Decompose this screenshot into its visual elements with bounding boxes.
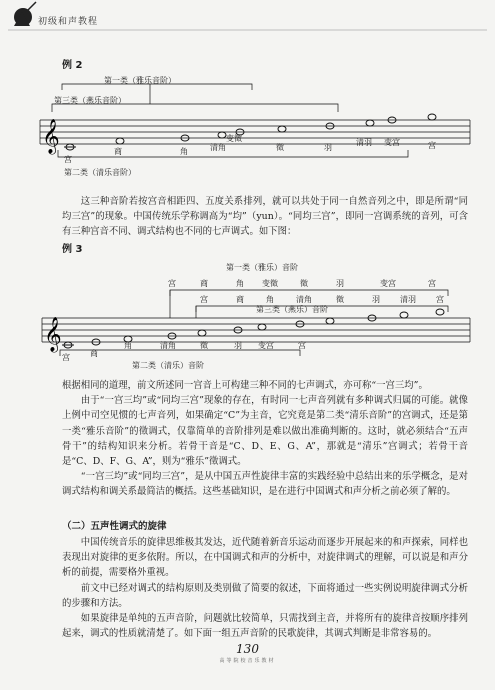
ex2-note-label: 变徵 (226, 134, 242, 143)
ex3-row2-label: 宫 (200, 295, 208, 304)
ex3-row2-label: 清羽 (400, 295, 416, 304)
page-number: 130 (236, 642, 259, 656)
ex3-row1-label: 变宫 (380, 279, 396, 288)
logo-area (10, 4, 36, 30)
ex3-row1-label: 角 (236, 279, 244, 288)
ex2-note-label: 徵 (276, 143, 284, 152)
ex3-row3-label: 徵 (200, 341, 208, 350)
running-header: 初级和声教程 (38, 17, 99, 27)
ex3-row2-label: 徵 (336, 295, 344, 304)
ex3-row3-label: 宫 (62, 353, 70, 362)
ex3-row1-label: 宫 (168, 279, 176, 288)
ex3-row1-label: 变徵 (262, 279, 278, 288)
ex2-note-label: 商 (114, 147, 122, 156)
ex3-row2-label: 羽 (372, 295, 380, 304)
ex3-row1-label: 商 (200, 279, 208, 288)
ex3-row3-label: 羽 (234, 341, 242, 350)
example3-staff (42, 318, 470, 342)
ex3-row3-label: 角 (124, 341, 132, 350)
ex3-row3-label: 变宫 (258, 341, 274, 350)
ex3-row2-label: 清角 (296, 295, 312, 304)
ex3-row2-label: 宫 (436, 295, 444, 304)
example2-class1: 第一类（雅乐音阶） (104, 76, 176, 85)
paragraph-1: 这三种音阶若按宫音相距四、五度关系排列，就可以共处于同一自然音列之中，即是所谓“同均三宫”的现象。中国传统乐学称调高为“均”（yun）。“同均三宫”，即同一宫调系统的音列，可含有三种宫音不同、调式结构也不同的七声调式。如下图： (62, 196, 468, 238)
ex2-note-label: 变宫 (384, 138, 400, 147)
ex3-row3-label: 宫 (298, 341, 306, 350)
example2-class3: 第三类（燕乐音阶） (54, 96, 126, 105)
example2-staff (40, 120, 470, 144)
example3-class1: 第一类（雅乐）音阶 (226, 263, 298, 272)
ex2-note-label: 羽 (324, 143, 332, 152)
ex2-note-label: 宫 (64, 155, 72, 164)
ex3-row1-label: 羽 (336, 279, 344, 288)
example3-class2: 第二类（清乐）音阶 (132, 361, 204, 370)
ex2-note-label: 清角 (210, 143, 226, 152)
example2-label: 例 2 (62, 60, 83, 71)
page-footer: 高等院校音乐教材 (219, 658, 276, 664)
example2-class2: 第二类（清乐音阶） (64, 168, 136, 177)
treble-clef-icon: 𝄞 (42, 119, 60, 154)
ex2-note-label: 角 (180, 147, 188, 156)
ex3-row3-label: 清角 (160, 341, 176, 350)
ex3-row2-label: 商 (236, 295, 244, 304)
paragraph-2: 根据相同的道理，前文所述同一宫音上可构建三种不同的七声调式，亦可称“一宫三均”。 由于“一宫三均”或“同均三宫”现象的存在，有时同一七声音列就有多种调式归属的可能。就像上例中司空见惯的七声音列，如果确定“C”为主音，它究竟是第二类“清乐音阶”的宫调式，还是第一类“雅乐音阶”的徵调式，仅靠简单的音阶排列是难以做出准确判断的。这时，就必须结合“五声骨干”的结构知识来分析。若骨干音是“C、D、E、G、A”，那就是“清乐”宫调式；若骨干音是“C、D、F、G、A”，则为“雅乐”徵调式。 “一宫三均”或“同均三宫”，是从中国五声性旋律丰富的实践经验中总结出来的乐学概念，是对调式结构和调关系最简洁的概括。这些基础知识，是在进行中国调式和声分析之前必须了解的。 (62, 380, 468, 498)
ex3-row1-label: 徵 (300, 279, 308, 288)
paragraph-3: 中国传统音乐的旋律思维极其发达，近代随着新音乐运动而逐步开展起来的和声探索，同样也表现出对旋律的更多依附。所以，在中国调式和声的分析中，对旋律调式的理解，可以说是和声分析的前提，需要格外重视。 前文中已经对调式的结构原则及类别做了简要的叙述，下面将通过一些实例说明旋律调式分析的步骤和方法。 如果旋律是单纯的五声音阶，问题就比较简单，只需找到主音，并将所有的旋律音按顺序排列起来，调式的性质就清楚了。如下面一组五声音阶的民歌旋律，其调式判断是非常容易的。 (62, 537, 468, 640)
section-title: （二）五声性调式的旋律 (62, 521, 167, 532)
ex3-row1-label: 宫 (428, 279, 436, 288)
ex2-note-label: 清羽 (356, 138, 372, 147)
ex3-row3-label: 商 (90, 349, 98, 358)
example3-class3: 第三类（燕乐）音阶 (256, 305, 328, 314)
treble-clef-icon: 𝄞 (44, 317, 62, 352)
example3-brackets (60, 290, 448, 356)
ex3-row2-label: 角 (266, 295, 274, 304)
example3-label: 例 3 (62, 244, 83, 255)
ex2-note-label: 宫 (428, 141, 436, 150)
